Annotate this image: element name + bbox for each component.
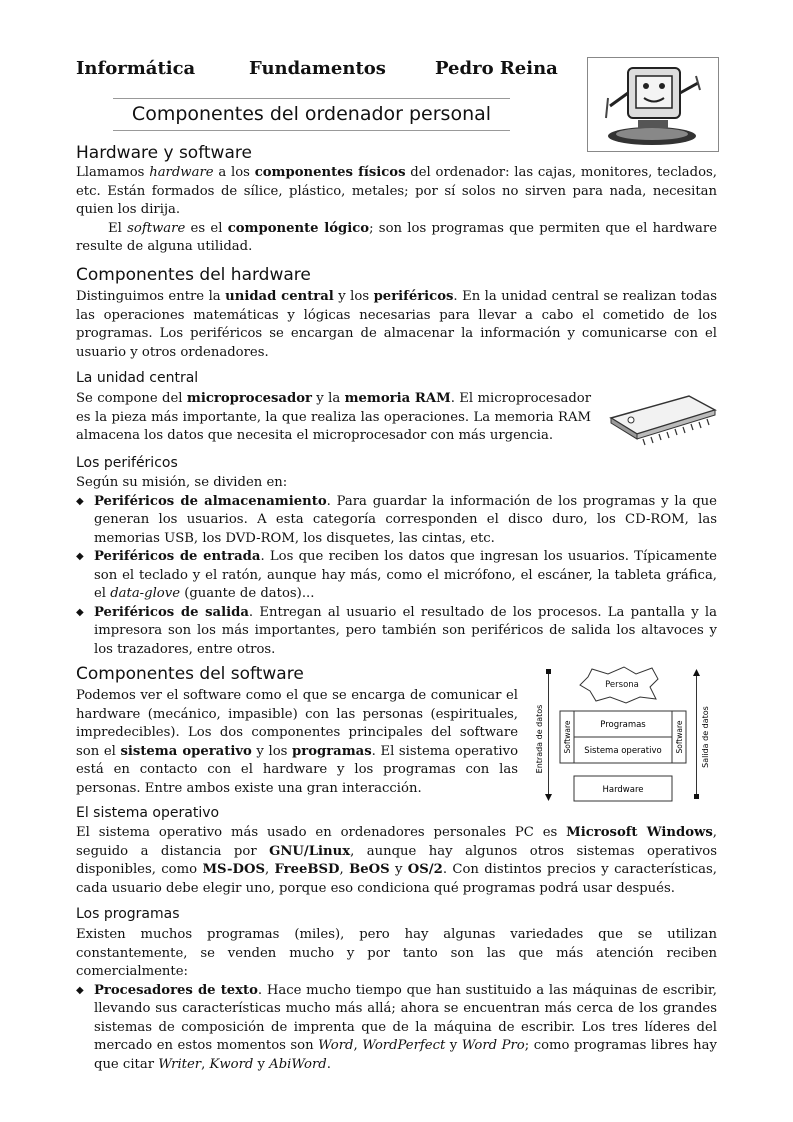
text: . El microprocesador es la pieza más importante, la que realiza las operaciones. La memoria RAM almacena los datos que necesita el microprocesador con más urgencia. <box>76 391 592 443</box>
text-italic: data-glove <box>110 586 180 601</box>
perifericos-intro: Según su misión, se dividen en: <box>76 475 288 490</box>
page-title: Componentes del ordenador personal <box>113 98 510 131</box>
text-italic: hardware <box>149 165 214 180</box>
text-italic: WordPerfect <box>362 1038 446 1053</box>
text: ; como programas libres hay que citar <box>94 1038 717 1072</box>
paragraph-unidad-central <box>76 390 591 446</box>
list-perifericos <box>76 474 717 659</box>
heading-componentes-software: Componentes del software <box>76 664 304 684</box>
text: y los <box>251 743 293 759</box>
text-bold: periféricos <box>373 289 454 304</box>
paragraph-componentes-hardware <box>76 288 717 362</box>
text: del ordenador: las cajas, monitores, teclados, etc. Están formados de sílice, plástico, metales; por sí solos no sirven para nada, necesitan quien los dirija. <box>76 165 717 217</box>
text-bold: sistema operativo <box>120 743 252 759</box>
bullet: ◆ <box>76 606 84 618</box>
paragraph-sistema-operativo <box>76 824 717 898</box>
text: El sistema operativo más usado en ordenadores personales PC es <box>76 825 567 840</box>
text-bold: memoria RAM <box>344 391 451 406</box>
heading-hardware-software: Hardware y software <box>76 143 252 163</box>
programas-intro: Existen muchos programas (miles), pero hay algunas variedades que se utilizan constantemente, se venden mucho y por tanto son las que más atención reciben comercialmente: <box>76 927 717 979</box>
text: . Los que reciben los datos que ingresan los usuarios. Típicamente son el teclado y el ratón, aunque hay más, como el micrófono, el escáner, la tableta gráfica, el <box>94 549 717 601</box>
text: Se compone del <box>76 391 187 406</box>
heading-sistema-operativo: El sistema operativo <box>76 805 220 821</box>
list-item <box>76 982 717 1075</box>
salida-datos-label: Salida de datos <box>701 706 710 768</box>
text: . Hace mucho tiempo que han sustituido a las máquinas de escribir, llevando sus características mucho más allá; ahora se encuentran más cerca de los grandes sistemas de composición de imprenta que de la máquina de escribir. Los tres líderes del mercado en estos momentos son <box>94 982 717 1053</box>
microchip-illustration <box>603 388 723 448</box>
sistema-operativo-label: Sistema operativo <box>584 746 662 756</box>
heading-unidad-central: La unidad central <box>76 370 199 386</box>
text: , <box>353 1038 363 1053</box>
paragraph-componentes-software <box>76 687 518 798</box>
programas-label: Programas <box>600 720 646 730</box>
text: a los <box>213 165 255 180</box>
text: Distinguimos entre la <box>76 289 226 304</box>
bullet: ◆ <box>76 984 84 996</box>
text-italic: software <box>127 220 186 236</box>
paragraph-programas <box>76 926 717 1074</box>
text-bold: Periféricos de almacenamiento <box>94 493 327 509</box>
heading-componentes-hardware: Componentes del hardware <box>76 265 311 285</box>
text: . Para guardar la información de los programas y la que generan los usuarios. A esta categoría corresponden el disco duro, los CD-ROM, las memorias USB, los DVD-ROM, los disquetes, las cintas, etc. <box>94 493 717 546</box>
text: y <box>389 862 408 877</box>
text: es el <box>185 220 228 236</box>
text: . <box>326 1056 331 1072</box>
header-topic: Fundamentos <box>249 58 386 79</box>
text: (guante de datos)... <box>180 586 315 601</box>
text: , <box>264 862 275 877</box>
list-item <box>76 493 717 549</box>
text-italic: Word <box>318 1038 354 1053</box>
text: , <box>339 862 350 877</box>
text-italic: Kword <box>209 1056 254 1072</box>
text-bold: programas <box>292 743 372 759</box>
text: El <box>108 220 128 236</box>
text: , seguido a distancia por <box>76 825 717 859</box>
text-bold: MS-DOS <box>202 862 265 877</box>
hardware-label: Hardware <box>602 785 644 795</box>
paragraph-hardware-definition <box>76 164 717 220</box>
text: y los <box>333 289 374 304</box>
text-bold: Periféricos de salida <box>94 604 249 620</box>
text: ; son los programas que permiten que el hardware resulte de alguna utilidad. <box>76 220 718 254</box>
text: y <box>253 1056 270 1072</box>
text-bold: OS/2 <box>407 862 443 877</box>
text: Llamamos <box>76 165 150 180</box>
list-item <box>76 604 717 660</box>
text-bold: BeOS <box>349 862 390 877</box>
bullet: ◆ <box>76 495 84 507</box>
text-bold: microprocesador <box>186 391 312 406</box>
header-subject: Informática <box>76 58 196 79</box>
text-bold: Periféricos de entrada <box>94 549 261 564</box>
text-bold: FreeBSD <box>274 862 340 877</box>
text: , <box>201 1056 210 1072</box>
software-left-label: Software <box>563 720 572 754</box>
text-italic: Word Pro <box>461 1038 525 1053</box>
text: . El sistema operativo está en contacto con el hardware y los programas con las personas. Entre ambos existe una gran interacción. <box>76 743 519 796</box>
header-author: Pedro Reina <box>435 58 558 79</box>
text-bold: Procesadores de texto <box>94 982 258 998</box>
text: , aunque hay algunos otros sistemas operativos disponibles, como <box>76 843 717 877</box>
list-item <box>76 548 717 604</box>
software-right-label: Software <box>675 720 684 754</box>
text: Podemos ver el software como el que se encarga de comunicar el hardware (mecánico, impasible) con las personas (espirituales, impredecibles). Los dos componentes principales del software son el <box>76 688 518 759</box>
text: . Entregan al usuario el resultado de los procesos. La pantalla y la impresora son los más importantes, pero también son periféricos de salida los altavoces y los trazadores, entre otros. <box>94 604 717 657</box>
heading-perifericos: Los periféricos <box>76 455 178 471</box>
text: y <box>445 1038 462 1053</box>
paragraph-hardware-software <box>76 164 717 257</box>
text: . Con distintos precios y características, cada usuario debe elegir uno, porque eso condiciona qué programas podrá usar después. <box>76 862 717 896</box>
text-bold: componente lógico <box>227 220 370 236</box>
text-italic: Writer <box>158 1056 202 1072</box>
paragraph-software-definition <box>76 220 717 257</box>
heading-programas: Los programas <box>76 906 180 922</box>
text: y la <box>311 391 345 406</box>
text-bold: unidad central <box>225 289 334 304</box>
text-italic: AbiWord <box>269 1056 327 1072</box>
entrada-datos-label: Entrada de datos <box>535 704 544 774</box>
software-layers-diagram <box>532 665 720 805</box>
text-bold: Microsoft Windows <box>566 825 713 840</box>
text: . En la unidad central se realizan todas las operaciones matemáticas y lógicas necesarias para llevar a cabo el cometido de los programas. Los periféricos se encargan de almacenar la información y comunicarse con el usuario y otros ordenadores. <box>76 289 718 360</box>
computer-mascot-illustration <box>587 57 719 152</box>
text-bold: GNU/Linux <box>269 843 351 859</box>
persona-label: Persona <box>605 680 639 690</box>
text-bold: componentes físicos <box>254 165 406 180</box>
bullet: ◆ <box>76 551 84 562</box>
